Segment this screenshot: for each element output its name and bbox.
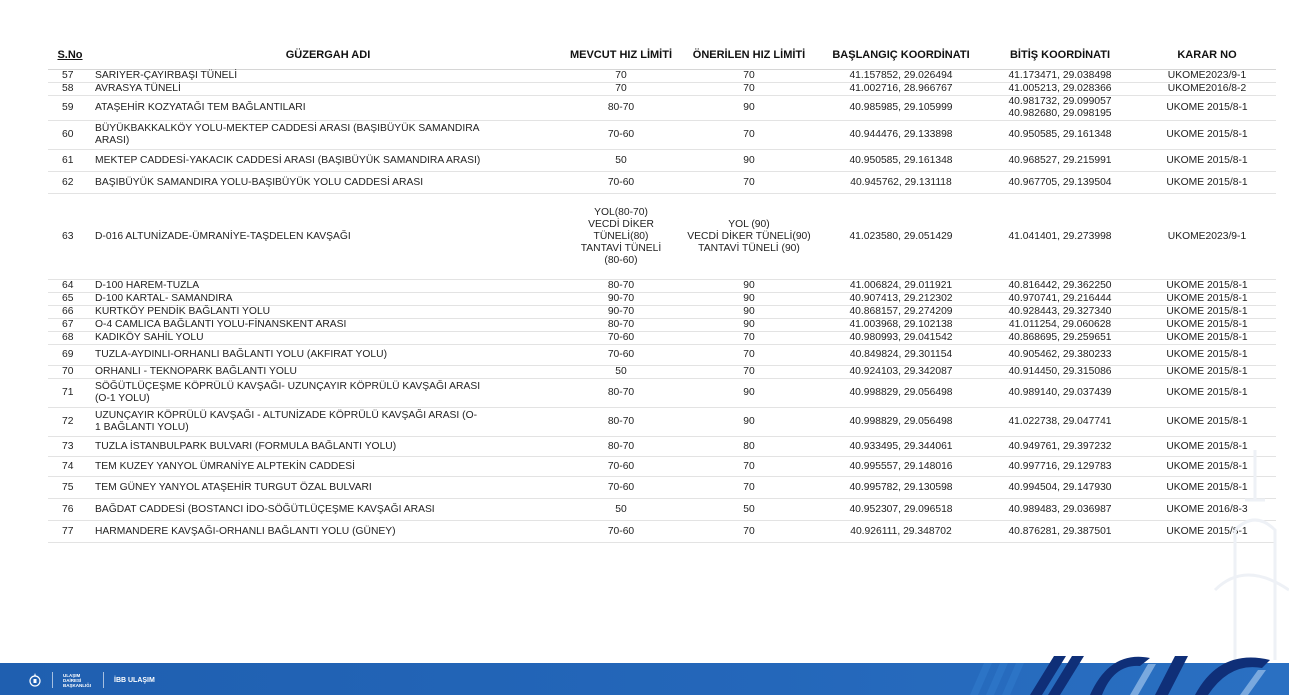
current-speed-limit: 70 bbox=[564, 70, 678, 83]
table-row bbox=[48, 306, 1276, 319]
current-speed-limit: 80-70 bbox=[564, 379, 678, 408]
row-number: 69 bbox=[48, 345, 92, 366]
start-coordinate: 41.023580, 29.051429 bbox=[820, 194, 982, 280]
start-coordinate: 40.944476, 29.133898 bbox=[820, 121, 982, 150]
end-coordinate: 41.041401, 29.273998 bbox=[982, 194, 1138, 280]
end-coordinate: 40.989483, 29.036987 bbox=[982, 499, 1138, 521]
decision-number: UKOME 2015/8-1 bbox=[1138, 408, 1276, 437]
proposed-speed-limit: 90 bbox=[678, 96, 820, 121]
current-speed-limit: 70-60 bbox=[564, 121, 678, 150]
end-coordinate: 40.997716, 29.129783 bbox=[982, 457, 1138, 477]
header-end-coordinate: BİTİŞ KOORDİNATI bbox=[982, 40, 1138, 70]
table-row bbox=[48, 457, 1276, 477]
row-number: 57 bbox=[48, 70, 92, 83]
start-coordinate: 41.157852, 29.026494 bbox=[820, 70, 982, 83]
proposed-speed-limit: 90 bbox=[678, 379, 820, 408]
decision-number: UKOME 2015/8-1 bbox=[1138, 521, 1276, 543]
current-speed-limit: 80-70 bbox=[564, 280, 678, 293]
header-start-coordinate: BAŞLANGIÇ KOORDİNATI bbox=[820, 40, 982, 70]
row-number: 67 bbox=[48, 319, 92, 332]
header-decision-no: KARAR NO bbox=[1138, 40, 1276, 70]
route-name: O-4 CAMLICA BAĞLANTI YOLU-FİNANSKENT ARASI bbox=[92, 319, 564, 332]
decision-number: UKOME 2015/8-1 bbox=[1138, 379, 1276, 408]
start-coordinate: 40.933495, 29.344061 bbox=[820, 437, 982, 457]
table-row bbox=[48, 499, 1276, 521]
table-row bbox=[48, 366, 1276, 379]
route-name: TUZLA İSTANBULPARK BULVARI (FORMULA BAĞLANTI YOLU) bbox=[92, 437, 564, 457]
decision-number: UKOME 2015/8-1 bbox=[1138, 121, 1276, 150]
route-name: HARMANDERE KAVŞAĞI-ORHANLI BAĞLANTI YOLU (GÜNEY) bbox=[92, 521, 564, 543]
decision-number: UKOME 2015/8-1 bbox=[1138, 306, 1276, 319]
proposed-speed-limit: 70 bbox=[678, 121, 820, 150]
start-coordinate: 41.003968, 29.102138 bbox=[820, 319, 982, 332]
start-coordinate: 40.924103, 29.342087 bbox=[820, 366, 982, 379]
footer-logos bbox=[28, 671, 155, 689]
ibb-emblem-icon bbox=[28, 672, 42, 688]
table-row bbox=[48, 345, 1276, 366]
row-number: 59 bbox=[48, 96, 92, 121]
table-row bbox=[48, 83, 1276, 96]
route-name: KURTKÖY PENDİK BAĞLANTI YOLU bbox=[92, 306, 564, 319]
proposed-speed-limit: 70 bbox=[678, 172, 820, 194]
current-speed-limit: 70 bbox=[564, 83, 678, 96]
department-logo-text: ULAŞIM DAİRESİ BAŞKANLIĞI bbox=[63, 672, 91, 688]
proposed-speed-limit: 90 bbox=[678, 319, 820, 332]
proposed-speed-limit: 70 bbox=[678, 332, 820, 345]
proposed-speed-limit: 90 bbox=[678, 293, 820, 306]
start-coordinate: 40.980993, 29.041542 bbox=[820, 332, 982, 345]
row-number: 60 bbox=[48, 121, 92, 150]
current-speed-limit: 90-70 bbox=[564, 306, 678, 319]
current-speed-limit: 80-70 bbox=[564, 96, 678, 121]
table-row bbox=[48, 96, 1276, 121]
decision-number: UKOME 2015/8-1 bbox=[1138, 366, 1276, 379]
row-number: 71 bbox=[48, 379, 92, 408]
start-coordinate: 40.952307, 29.096518 bbox=[820, 499, 982, 521]
table-row bbox=[48, 121, 1276, 150]
current-speed-limit: 70-60 bbox=[564, 345, 678, 366]
decision-number: UKOME 2015/8-1 bbox=[1138, 437, 1276, 457]
route-name: D-016 ALTUNİZADE-ÜMRANİYE-TAŞDELEN KAVŞAĞI bbox=[92, 194, 564, 280]
start-coordinate: 40.998829, 29.056498 bbox=[820, 408, 982, 437]
start-coordinate: 40.995557, 29.148016 bbox=[820, 457, 982, 477]
logo-divider bbox=[52, 672, 53, 688]
current-speed-limit: 70-60 bbox=[564, 457, 678, 477]
table-row bbox=[48, 477, 1276, 499]
proposed-speed-limit: 70 bbox=[678, 345, 820, 366]
row-number: 72 bbox=[48, 408, 92, 437]
row-number: 77 bbox=[48, 521, 92, 543]
row-number: 61 bbox=[48, 150, 92, 172]
proposed-speed-limit: 90 bbox=[678, 280, 820, 293]
proposed-speed-limit: 50 bbox=[678, 499, 820, 521]
start-coordinate: 40.985985, 29.105999 bbox=[820, 96, 982, 121]
proposed-speed-limit: 90 bbox=[678, 150, 820, 172]
table-row bbox=[48, 150, 1276, 172]
table-row bbox=[48, 332, 1276, 345]
proposed-speed-limit: 80 bbox=[678, 437, 820, 457]
row-number: 74 bbox=[48, 457, 92, 477]
table-row bbox=[48, 437, 1276, 457]
decision-number: UKOME 2015/8-1 bbox=[1138, 293, 1276, 306]
start-coordinate: 40.945762, 29.131118 bbox=[820, 172, 982, 194]
route-name: UZUNÇAYIR KÖPRÜLÜ KAVŞAĞI - ALTUNİZADE KÖPRÜLÜ KAVŞAĞI ARASI (O- 1 BAĞLANTI YOLU) bbox=[92, 408, 564, 437]
end-coordinate: 40.876281, 29.387501 bbox=[982, 521, 1138, 543]
proposed-speed-limit: 90 bbox=[678, 306, 820, 319]
footer-wave-decoration bbox=[950, 620, 1289, 695]
end-coordinate: 40.989140, 29.037439 bbox=[982, 379, 1138, 408]
current-speed-limit: 70-60 bbox=[564, 521, 678, 543]
end-coordinate: 40.981732, 29.099057 40.982680, 29.098195 bbox=[982, 96, 1138, 121]
route-name: TUZLA-AYDINLI-ORHANLI BAĞLANTI YOLU (AKFIRAT YOLU) bbox=[92, 345, 564, 366]
current-speed-limit: 70-60 bbox=[564, 332, 678, 345]
header-sno: S.No bbox=[48, 40, 92, 70]
start-coordinate: 40.849824, 29.301154 bbox=[820, 345, 982, 366]
route-name: SARIYER-ÇAYIRBAŞI TÜNELİ bbox=[92, 70, 564, 83]
end-coordinate: 40.970741, 29.216444 bbox=[982, 293, 1138, 306]
row-number: 73 bbox=[48, 437, 92, 457]
speed-limit-table bbox=[48, 40, 1276, 543]
end-coordinate: 40.905462, 29.380233 bbox=[982, 345, 1138, 366]
start-coordinate: 40.995782, 29.130598 bbox=[820, 477, 982, 499]
row-number: 66 bbox=[48, 306, 92, 319]
table-row bbox=[48, 172, 1276, 194]
proposed-speed-limit: 70 bbox=[678, 477, 820, 499]
end-coordinate: 41.011254, 29.060628 bbox=[982, 319, 1138, 332]
decision-number: UKOME2023/9-1 bbox=[1138, 70, 1276, 83]
decision-number: UKOME2023/9-1 bbox=[1138, 194, 1276, 280]
decision-number: UKOME 2015/8-1 bbox=[1138, 96, 1276, 121]
table-row bbox=[48, 408, 1276, 437]
end-coordinate: 41.005213, 29.028366 bbox=[982, 83, 1138, 96]
route-name: BAĞDAT CADDESİ (BOSTANCI İDO-SÖĞÜTLÜÇEŞME KAVŞAĞI ARASI bbox=[92, 499, 564, 521]
row-number: 58 bbox=[48, 83, 92, 96]
current-speed-limit: 50 bbox=[564, 150, 678, 172]
table-header-row bbox=[48, 40, 1276, 70]
current-speed-limit: 50 bbox=[564, 366, 678, 379]
end-coordinate: 40.868695, 29.259651 bbox=[982, 332, 1138, 345]
route-name: ORHANLI - TEKNOPARK BAĞLANTI YOLU bbox=[92, 366, 564, 379]
end-coordinate: 40.967705, 29.139504 bbox=[982, 172, 1138, 194]
row-number: 76 bbox=[48, 499, 92, 521]
proposed-speed-limit: 70 bbox=[678, 521, 820, 543]
decision-number: UKOME 2015/8-1 bbox=[1138, 345, 1276, 366]
route-name: MEKTEP CADDESİ-YAKACIK CADDESİ ARASI (BAŞIBÜYÜK SAMANDIRA ARASI) bbox=[92, 150, 564, 172]
row-number: 64 bbox=[48, 280, 92, 293]
end-coordinate: 40.994504, 29.147930 bbox=[982, 477, 1138, 499]
proposed-speed-limit: 70 bbox=[678, 366, 820, 379]
start-coordinate: 41.002716, 28.966767 bbox=[820, 83, 982, 96]
proposed-speed-limit: 90 bbox=[678, 408, 820, 437]
end-coordinate: 40.816442, 29.362250 bbox=[982, 280, 1138, 293]
start-coordinate: 40.950585, 29.161348 bbox=[820, 150, 982, 172]
header-current-limit: MEVCUT HIZ LİMİTİ bbox=[564, 40, 678, 70]
current-speed-limit: 80-70 bbox=[564, 319, 678, 332]
route-name: ATAŞEHİR KOZYATAĞI TEM BAĞLANTILARI bbox=[92, 96, 564, 121]
ibb-transport-logo-text: İBB ULAŞIM bbox=[114, 676, 155, 684]
current-speed-limit: 80-70 bbox=[564, 408, 678, 437]
route-name: KADIKÖY SAHİL YOLU bbox=[92, 332, 564, 345]
table-row bbox=[48, 379, 1276, 408]
row-number: 68 bbox=[48, 332, 92, 345]
current-speed-limit: 50 bbox=[564, 499, 678, 521]
route-name: D-100 KARTAL- SAMANDIRA bbox=[92, 293, 564, 306]
row-number: 62 bbox=[48, 172, 92, 194]
proposed-speed-limit: YOL (90) VECDİ DİKER TÜNELİ(90) TANTAVİ TÜNELİ (90) bbox=[678, 194, 820, 280]
document-page bbox=[48, 40, 1278, 543]
current-speed-limit: 80-70 bbox=[564, 437, 678, 457]
route-name: D-100 HAREM-TUZLA bbox=[92, 280, 564, 293]
route-name: TEM KUZEY YANYOL ÜMRANİYE ALPTEKİN CADDESİ bbox=[92, 457, 564, 477]
start-coordinate: 41.006824, 29.011921 bbox=[820, 280, 982, 293]
row-number: 70 bbox=[48, 366, 92, 379]
current-speed-limit: 70-60 bbox=[564, 477, 678, 499]
route-name: BÜYÜKBAKKALKÖY YOLU-MEKTEP CADDESİ ARASI (BAŞIBÜYÜK SAMANDIRA ARASI) bbox=[92, 121, 564, 150]
end-coordinate: 40.949761, 29.397232 bbox=[982, 437, 1138, 457]
proposed-speed-limit: 70 bbox=[678, 70, 820, 83]
header-proposed-limit: ÖNERİLEN HIZ LİMİTİ bbox=[678, 40, 820, 70]
end-coordinate: 40.928443, 29.327340 bbox=[982, 306, 1138, 319]
row-number: 65 bbox=[48, 293, 92, 306]
header-route-name: GÜZERGAH ADI bbox=[92, 40, 564, 70]
route-name: TEM GÜNEY YANYOL ATAŞEHİR TURGUT ÖZAL BULVARI bbox=[92, 477, 564, 499]
logo-divider bbox=[103, 672, 104, 688]
current-speed-limit: 90-70 bbox=[564, 293, 678, 306]
table-row bbox=[48, 70, 1276, 83]
route-name: BAŞIBÜYÜK SAMANDIRA YOLU-BAŞIBÜYÜK YOLU CADDESİ ARASI bbox=[92, 172, 564, 194]
start-coordinate: 40.998829, 29.056498 bbox=[820, 379, 982, 408]
start-coordinate: 40.868157, 29.274209 bbox=[820, 306, 982, 319]
proposed-speed-limit: 70 bbox=[678, 83, 820, 96]
current-speed-limit: 70-60 bbox=[564, 172, 678, 194]
route-name: AVRASYA TÜNELİ bbox=[92, 83, 564, 96]
table-row bbox=[48, 293, 1276, 306]
decision-number: UKOME 2015/8-1 bbox=[1138, 319, 1276, 332]
decision-number: UKOME 2015/8-1 bbox=[1138, 150, 1276, 172]
current-speed-limit: YOL(80-70) VECDİ DİKER TÜNELİ(80) TANTAVİ TÜNELİ (80-60) bbox=[564, 194, 678, 280]
table-row bbox=[48, 194, 1276, 280]
row-number: 63 bbox=[48, 194, 92, 280]
end-coordinate: 40.968527, 29.215991 bbox=[982, 150, 1138, 172]
decision-number: UKOME 2015/8-1 bbox=[1138, 457, 1276, 477]
decision-number: UKOME 2015/8-1 bbox=[1138, 477, 1276, 499]
start-coordinate: 40.907413, 29.212302 bbox=[820, 293, 982, 306]
decision-number: UKOME2016/8-2 bbox=[1138, 83, 1276, 96]
end-coordinate: 40.950585, 29.161348 bbox=[982, 121, 1138, 150]
route-name: SÖĞÜTLÜÇEŞME KÖPRÜLÜ KAVŞAĞI- UZUNÇAYIR KÖPRÜLÜ KAVŞAĞI ARASI (O-1 YOLU) bbox=[92, 379, 564, 408]
decision-number: UKOME 2015/8-1 bbox=[1138, 172, 1276, 194]
row-number: 75 bbox=[48, 477, 92, 499]
end-coordinate: 40.914450, 29.315086 bbox=[982, 366, 1138, 379]
proposed-speed-limit: 70 bbox=[678, 457, 820, 477]
decision-number: UKOME 2015/8-1 bbox=[1138, 332, 1276, 345]
start-coordinate: 40.926111, 29.348702 bbox=[820, 521, 982, 543]
table-row bbox=[48, 319, 1276, 332]
decision-number: UKOME 2015/8-1 bbox=[1138, 280, 1276, 293]
decision-number: UKOME 2016/8-3 bbox=[1138, 499, 1276, 521]
end-coordinate: 41.022738, 29.047741 bbox=[982, 408, 1138, 437]
end-coordinate: 41.173471, 29.038498 bbox=[982, 70, 1138, 83]
table-row bbox=[48, 521, 1276, 543]
table-row bbox=[48, 280, 1276, 293]
